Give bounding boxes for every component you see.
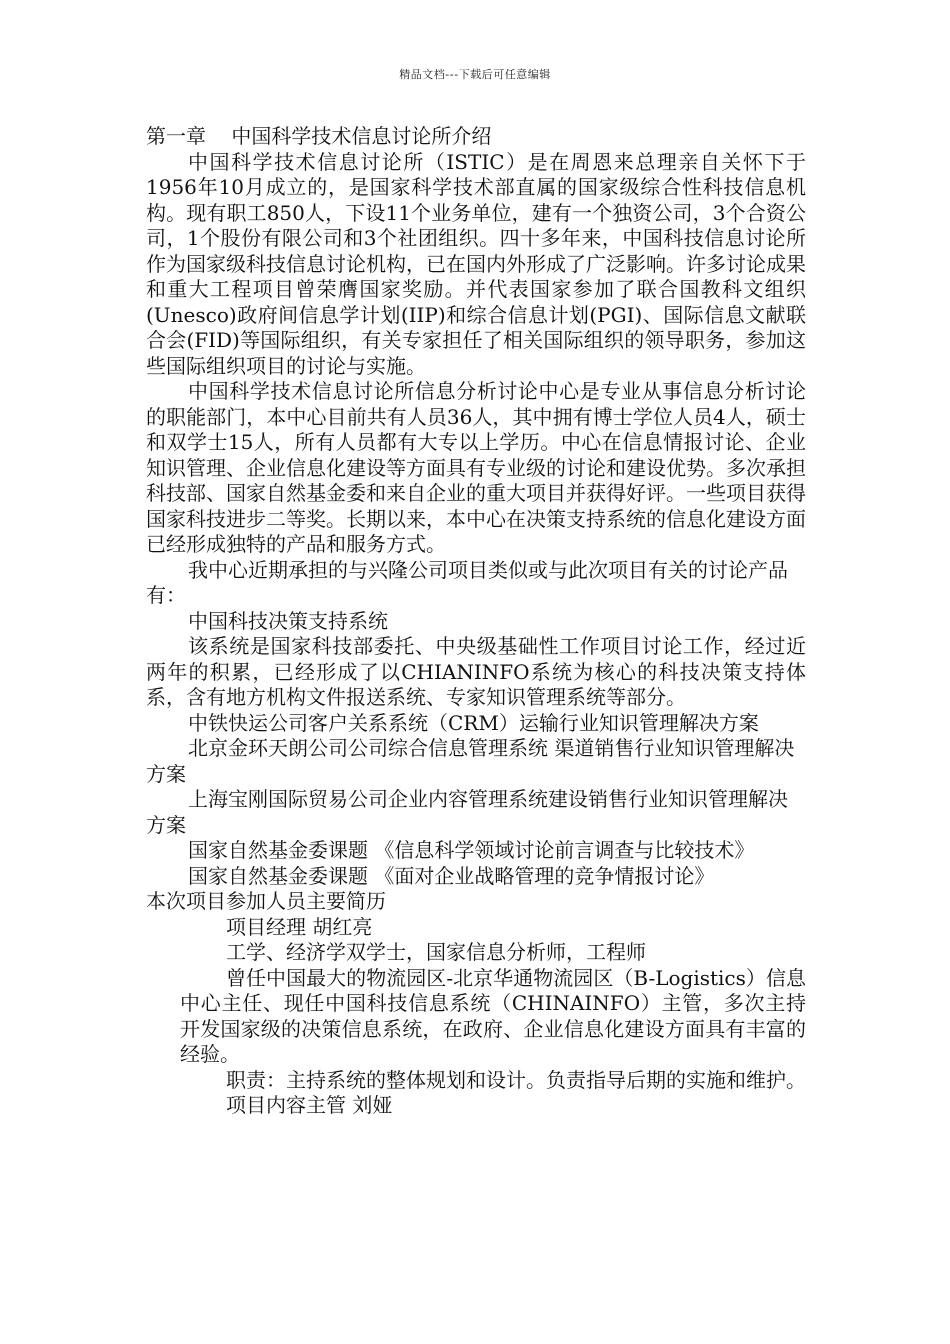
bio-content-lead: 项目内容主管 刘娅 [226,1093,393,1117]
bio-manager: 项目经理 胡红亮 [226,914,373,939]
page-header: 精品文档---下载后可任意编辑 [399,68,551,81]
paragraph-analysis-center: 中国科学技术信息讨论所信息分析讨论中心是专业从事信息分析讨论的职能部门，本中心目前共有人员36人，其中拥有博士学位人员4人，硕士和双学士15人，所有人员都有大专以上学历。中心在信息情报讨论、企业知识管理、企业信息化建设等方面具有专业级的讨论和建设优势。多次承担科技部、国家自然基金委和来自企业的重大项目并获得好评。一些项目获得国家科技进步二等奖。长期以来，本中心在决策支持系统的信息化建设方面已经形成独特的产品和服务方式。 [146,379,806,556]
product-description: 该系统是国家科技部委托、中央级基础性工作项目讨论工作，经过近两年的积累，已经形成了以CHIANINFO系统为核心的科技决策支持体系，含有地方机构文件报送系统、专家知识管理系统等部分。 [146,634,806,709]
product-item-nsfc-1: 国家自然基金委课题 《信息科学领域讨论前言调查与比较技术》 [188,838,755,862]
product-item-nsfc-2: 国家自然基金委课题 《面对企业战略管理的竞争情报讨论》 [188,863,715,888]
chapter-title: 第一章 中国科学技术信息讨论所介绍 [146,124,492,148]
document-body [146,124,806,1119]
paragraph-istic-intro: 中国科学技术信息讨论所（ISTIC）是在周恩来总理亲自关怀下于1956年10月成立的，是国家科学技术部直属的国家级综合性科技信息机构。现有职工850人，下设11个业务单位，建有一个独资公司，3个合资公司，1个股份有限公司和3个社团组织。四十多年来，中国科技信息讨论所作为国家级科技信息讨论机构，已在国内外形成了广泛影响。许多讨论成果和重大工程项目曾荣膺国家奖励。并代表国家参加了联合国教科文组织(Unesco)政府间信息学计划(IIP)和综合信息计划(PGI)、国际信息文献联合会(FID)等国际组织，有关专家担任了相关国际组织的领导职务，参加这些国际组织项目的讨论与实施。 [146,149,806,378]
product-item-jinhuan: 北京金环天朗公司公司综合信息管理系统 渠道销售行业知识管理解决方案 [146,736,795,786]
product-item-crm: 中铁快运公司客户关系系统（CRM）运输行业知识管理解决方案 [188,710,759,735]
product-title: 中国科技决策支持系统 [188,608,388,633]
section-title: 本次项目参加人员主要简历 [146,889,386,913]
bio-degree: 工学、经济学双学士，国家信息分析师，工程师 [226,940,646,964]
product-item-baogang: 上海宝刚国际贸易公司企业内容管理系统建设销售行业知识管理解决方案 [146,787,788,837]
bio-block [146,915,806,1119]
bio-duty: 职责：主持系统的整体规划和设计。负责指导后期的实施和维护。 [226,1067,806,1092]
bio-experience: 曾任中国最大的物流园区-北京华通物流园区（B-Logistics）信息中心主任、现任中国科技信息系统（CHINAINFO）主管，多次主持开发国家级的决策信息系统，在政府、企业信息化建设方面具有丰富的经验。 [180,965,806,1066]
paragraph-products-intro: 我中心近期承担的与兴隆公司项目类似或与此次项目有关的讨论产品有： [146,557,788,607]
